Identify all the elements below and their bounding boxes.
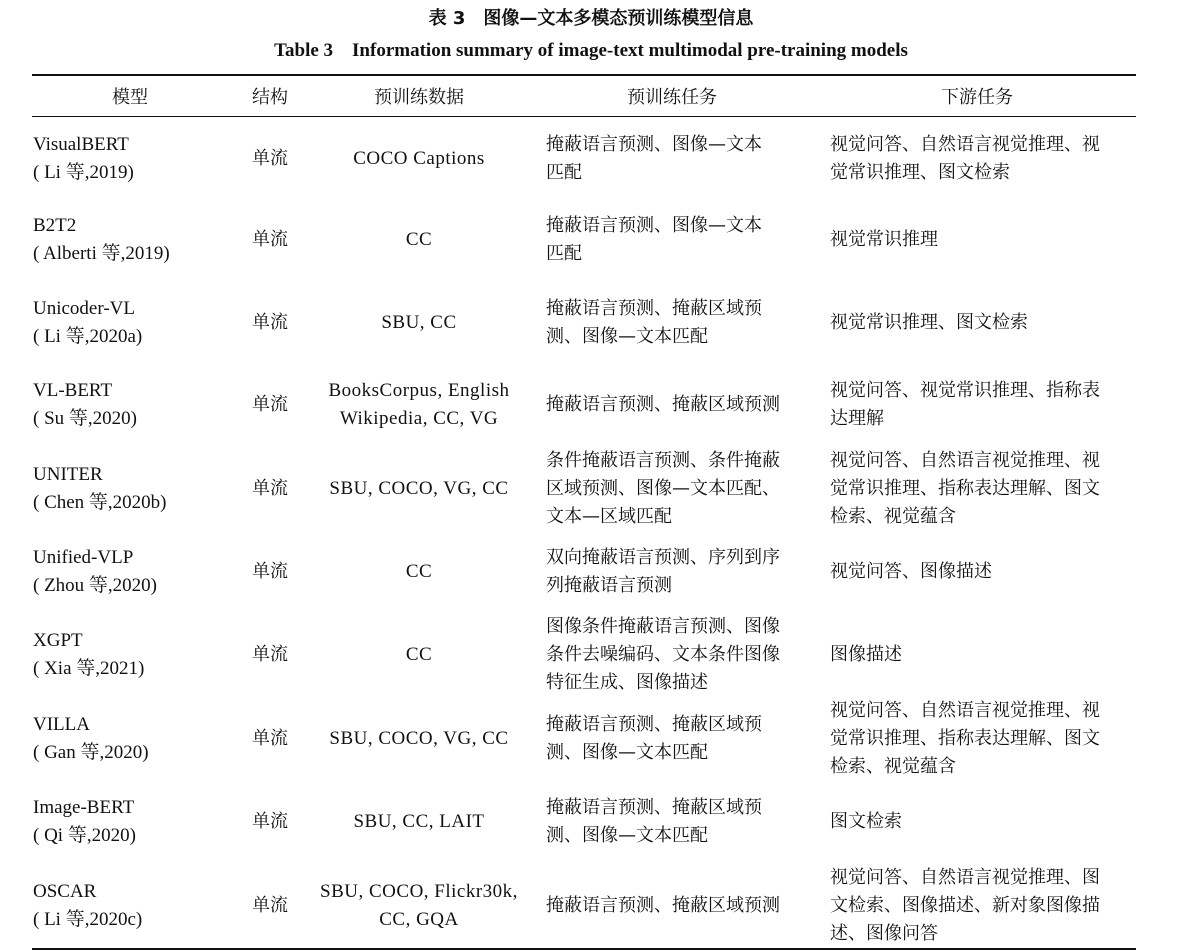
downstream-tasks-cell-line: 视觉问答、自然语言视觉推理、图 [830, 866, 1100, 888]
model-cell-line: VL-BERT [33, 380, 113, 402]
downstream-tasks-cell-line: 视觉问答、图像描述 [830, 560, 992, 582]
table-row [32, 364, 1136, 447]
pretraining-tasks-cell-line: 掩蔽语言预测、掩蔽区域预测 [546, 894, 780, 916]
downstream-tasks-cell-line: 视觉问答、视觉常识推理、指称表 [830, 380, 1100, 402]
pretraining-tasks-cell-line: 掩蔽语言预测、掩蔽区域预测 [546, 394, 780, 416]
downstream-tasks-cell-line: 觉常识推理、图文检索 [830, 162, 1010, 183]
model-cell-line: ( Li 等,2020a) [33, 325, 143, 347]
pretraining-data-cell [312, 364, 526, 447]
pretraining-data-cell-line: SBU, CC [381, 311, 457, 333]
table-body [32, 117, 1136, 949]
pretraining-tasks-cell-line: 双向掩蔽语言预测、序列到序 [546, 546, 780, 568]
header-architecture: 结构 [252, 87, 288, 108]
table-row [32, 447, 1136, 531]
header-downstream-tasks: 下游任务 [941, 87, 1013, 108]
pretraining-tasks-cell-line: 特征生成、图像描述 [546, 672, 708, 693]
pretraining-tasks-cell-line: 匹配 [546, 243, 582, 265]
model-cell-line: OSCAR [33, 880, 97, 902]
model-cell [32, 199, 228, 282]
pretraining-data-cell-line: CC, GQA [379, 908, 459, 930]
pretraining-tasks-cell [526, 697, 818, 781]
downstream-tasks-cell-line: 文检索、图像描述、新对象图像描 [830, 894, 1100, 916]
model-cell-line: ( Alberti 等,2019) [33, 243, 170, 265]
model-cell-line: ( Su 等,2020) [33, 408, 137, 430]
model-cell-line: ( Qi 等,2020) [33, 825, 136, 847]
pretraining-tasks-cell-line: 列掩蔽语言预测 [546, 574, 672, 596]
model-cell [32, 531, 228, 614]
pretraining-tasks-cell-line: 掩蔽语言预测、图像—文本 [546, 134, 762, 155]
model-cell [32, 864, 228, 949]
architecture-cell-line: 单流 [252, 894, 288, 916]
architecture-cell [228, 864, 312, 949]
table-caption-chinese: 表 3 图像—文本多模态预训练模型信息 [428, 8, 754, 29]
table-row [32, 282, 1136, 365]
header-pretraining-data: 预训练数据 [374, 87, 464, 108]
downstream-tasks-cell-line: 视觉问答、自然语言视觉推理、视 [830, 700, 1100, 721]
downstream-tasks-cell-line: 视觉常识推理 [830, 229, 938, 251]
architecture-cell [228, 447, 312, 531]
pretraining-tasks-cell-line: 测、图像—文本匹配 [546, 742, 708, 763]
model-cell-line: Unicoder-VL [33, 297, 135, 319]
pretraining-tasks-cell-line: 图像条件掩蔽语言预测、图像 [546, 616, 780, 637]
downstream-tasks-cell-line: 视觉常识推理、图文检索 [830, 311, 1028, 333]
pretraining-tasks-cell-line: 匹配 [546, 162, 582, 183]
pretraining-data-cell-line: SBU, CC, LAIT [353, 811, 485, 833]
pretraining-tasks-cell-line: 掩蔽语言预测、掩蔽区域预 [546, 797, 762, 819]
pretraining-data-cell [312, 117, 526, 200]
model-cell [32, 364, 228, 447]
downstream-tasks-cell-line: 图像描述 [830, 644, 902, 665]
pretraining-tasks-cell [526, 864, 818, 949]
architecture-cell-line: 单流 [252, 644, 288, 665]
pretraining-data-cell [312, 781, 526, 864]
pretraining-tasks-cell-line: 掩蔽语言预测、图像—文本 [546, 215, 762, 237]
downstream-tasks-cell [818, 531, 1136, 614]
table-row [32, 531, 1136, 614]
pretraining-data-cell [312, 613, 526, 697]
model-cell [32, 697, 228, 781]
pretraining-tasks-cell [526, 282, 818, 365]
downstream-tasks-cell-line: 视觉问答、自然语言视觉推理、视 [830, 449, 1100, 471]
pretraining-tasks-cell-line: 条件去噪编码、文本条件图像 [546, 644, 780, 665]
pretraining-data-cell-line: CC [405, 644, 433, 665]
model-cell-line: B2T2 [33, 215, 77, 237]
table-caption-english: Table 3 Information summary of image-text multimodal pre-training models [274, 40, 908, 61]
model-cell-line: ( Gan 等,2020) [33, 742, 149, 763]
architecture-cell [228, 531, 312, 614]
downstream-tasks-cell-line: 述、图像问答 [830, 922, 938, 944]
pretraining-data-cell [312, 447, 526, 531]
architecture-cell [228, 781, 312, 864]
table-row [32, 199, 1136, 282]
model-cell-line: ( Chen 等,2020b) [33, 491, 167, 513]
pretraining-tasks-cell-line: 文本—区域匹配 [546, 505, 672, 527]
model-cell-line: VisualBERT [33, 134, 129, 155]
pretraining-data-cell [312, 864, 526, 949]
model-cell-line: ( Li 等,2019) [33, 162, 134, 183]
pretraining-data-cell [312, 282, 526, 365]
pretraining-tasks-cell [526, 531, 818, 614]
architecture-cell [228, 282, 312, 365]
downstream-tasks-cell-line: 检索、视觉蕴含 [830, 756, 956, 777]
architecture-cell-line: 单流 [252, 560, 288, 582]
architecture-cell [228, 613, 312, 697]
pretraining-tasks-cell [526, 364, 818, 447]
downstream-tasks-cell [818, 282, 1136, 365]
pretraining-tasks-cell [526, 117, 818, 200]
architecture-cell [228, 117, 312, 200]
architecture-cell [228, 199, 312, 282]
downstream-tasks-cell-line: 觉常识推理、指称表达理解、图文 [830, 728, 1100, 749]
pretraining-data-cell [312, 531, 526, 614]
downstream-tasks-cell [818, 697, 1136, 781]
downstream-tasks-cell-line: 觉常识推理、指称表达理解、图文 [830, 477, 1100, 499]
pretraining-tasks-cell-line: 掩蔽语言预测、掩蔽区域预 [546, 714, 762, 735]
header-pretraining-tasks: 预训练任务 [627, 87, 717, 108]
table-row [32, 781, 1136, 864]
downstream-tasks-cell [818, 613, 1136, 697]
pretraining-data-cell-line: SBU, COCO, VG, CC [329, 728, 509, 749]
pretraining-data-cell-line: CC [405, 229, 433, 251]
architecture-cell-line: 单流 [252, 148, 288, 169]
architecture-cell-line: 单流 [252, 728, 288, 749]
table-row [32, 697, 1136, 781]
pretraining-data-cell [312, 697, 526, 781]
model-summary-table [32, 74, 1136, 950]
pretraining-tasks-cell [526, 781, 818, 864]
pretraining-data-cell-line: CC [405, 560, 433, 582]
table-header-row [32, 75, 1136, 117]
pretraining-tasks-cell-line: 区域预测、图像—文本匹配、 [546, 477, 780, 499]
downstream-tasks-cell-line: 检索、视觉蕴含 [830, 505, 956, 527]
table-row [32, 613, 1136, 697]
architecture-cell [228, 364, 312, 447]
model-cell-line: UNITER [33, 463, 103, 485]
model-cell-line: Unified-VLP [33, 546, 134, 568]
downstream-tasks-cell [818, 447, 1136, 531]
model-cell-line: ( Zhou 等,2020) [33, 574, 158, 596]
model-cell [32, 447, 228, 531]
pretraining-tasks-cell-line: 掩蔽语言预测、掩蔽区域预 [546, 297, 762, 319]
architecture-cell-line: 单流 [252, 311, 288, 333]
downstream-tasks-cell [818, 781, 1136, 864]
model-cell [32, 282, 228, 365]
pretraining-data-cell [312, 199, 526, 282]
pretraining-tasks-cell [526, 613, 818, 697]
model-cell-line: Image-BERT [33, 797, 135, 819]
architecture-cell-line: 单流 [252, 394, 288, 416]
downstream-tasks-cell [818, 199, 1136, 282]
model-cell [32, 781, 228, 864]
model-cell-line: XGPT [33, 630, 83, 651]
pretraining-data-cell-line: Wikipedia, CC, VG [339, 408, 499, 430]
downstream-tasks-cell [818, 864, 1136, 949]
downstream-tasks-cell-line: 达理解 [830, 408, 884, 430]
architecture-cell-line: 单流 [252, 229, 288, 251]
architecture-cell-line: 单流 [252, 811, 288, 833]
model-cell-line: VILLA [33, 714, 90, 735]
pretraining-tasks-cell-line: 条件掩蔽语言预测、条件掩蔽 [546, 449, 780, 471]
model-cell [32, 117, 228, 200]
downstream-tasks-cell [818, 117, 1136, 200]
downstream-tasks-cell-line: 视觉问答、自然语言视觉推理、视 [830, 134, 1100, 155]
model-cell-line: ( Xia 等,2021) [33, 658, 145, 679]
pretraining-data-cell-line: SBU, COCO, Flickr30k, [320, 880, 518, 902]
pretraining-data-cell-line: BooksCorpus, English [328, 380, 510, 402]
pretraining-tasks-cell-line: 测、图像—文本匹配 [546, 825, 708, 847]
architecture-cell-line: 单流 [252, 477, 288, 499]
model-cell [32, 613, 228, 697]
pretraining-data-cell-line: COCO Captions [353, 148, 485, 169]
downstream-tasks-cell-line: 图文检索 [830, 811, 902, 833]
downstream-tasks-cell [818, 364, 1136, 447]
pretraining-tasks-cell-line: 测、图像—文本匹配 [546, 325, 708, 347]
header-model: 模型 [112, 87, 148, 108]
model-cell-line: ( Li 等,2020c) [33, 908, 143, 930]
pretraining-data-cell-line: SBU, COCO, VG, CC [329, 477, 509, 499]
pretraining-tasks-cell [526, 199, 818, 282]
table-row [32, 864, 1136, 949]
architecture-cell [228, 697, 312, 781]
table-row [32, 117, 1136, 200]
pretraining-tasks-cell [526, 447, 818, 531]
